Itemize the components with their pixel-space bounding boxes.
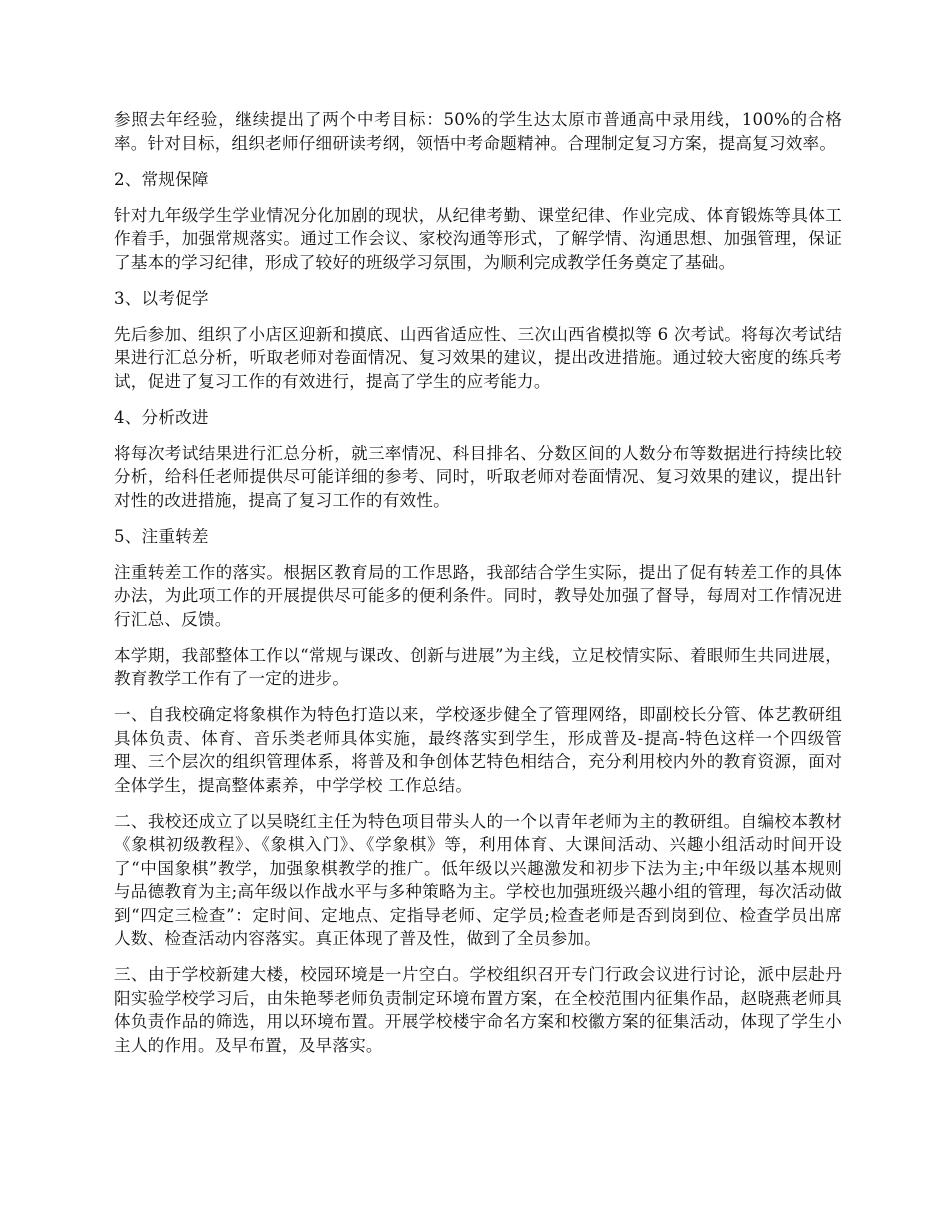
paragraph-improvement: 注重转差工作的落实。根据区教育局的工作思路，我部结合学生实际，提出了促有转差工作的具体办法，为此项工作的开展提供尽可能多的便利条件。同时，教导处加强了督导，每周对工作情况进行汇总、反馈。 [114,562,842,629]
paragraph-exams: 先后参加、组织了小店区迎新和摸底、山西省适应性、三次山西省模拟等 6 次考试。将每次考试结果进行汇总分析，听取老师对卷面情况、复习效果的建议，提出改进措施。通过较大密度的练兵考试，促进了复习工作的有效进行，提高了学生的应考能力。 [114,324,842,391]
paragraph-chess-management: 一、自我校确定将象棋作为特色打造以来，学校逐步健全了管理网络，即副校长分管、体艺教研组具体负责、体育、音乐类老师具体实施，最终落实到学生，形成普及-提高-特色这样一个四级管理、三个层次的组织管理体系，将普及和争创体艺特色相结合，充分利用校内外的教育资源，面对全体学生，提高整体素养，中学学校 工作总结。 [114,705,842,795]
paragraph-analysis: 将每次考试结果进行汇总分析，就三率情况、科目排名、分数区间的人数分布等数据进行持续比较分析，给科任老师提供尽可能详细的参考、同时，听取老师对卷面情况、复习效果的建议，提出针对性的改进措施，提高了复习工作的有效性。 [114,443,842,510]
document-body [114,108,842,1070]
paragraph-exam-goals: 参照去年经验，继续提出了两个中考目标：50%的学生达太原市普通高中录用线，100%的合格率。针对目标，组织老师仔细研读考纲，领悟中考命题精神。合理制定复习方案，提高复习效率。 [114,110,842,153]
section-heading-improvement: 5、注重转差 [114,526,209,546]
section-heading-exams: 3、以考促学 [114,288,209,308]
paragraph-chess-teaching: 二、我校还成立了以吴晓红主任为特色项目带头人的一个以青年老师为主的教研组。自编校本教材《象棋初级教程》、《象棋入门》、《学象棋》等，利用体育、大课间活动、兴趣小组活动时间开设了“中国象棋”教学，加强象棋教学的推广。低年级以兴趣激发和初步下法为主;中年级以基本规则与品德教育为主;高年级以作战水平与多种策略为主。学校也加强班级兴趣小组的管理，每次活动做到“四定三检查”：定时间、定地点、定指导老师、定学员;检查老师是否到岗到位、检查学员出席人数、检查活动内容落实。真正体现了普及性，做到了全员参加。 [114,811,842,948]
paragraph-semester-summary: 本学期，我部整体工作以“常规与课改、创新与进展”为主线，立足校情实际、着眼师生共同进展，教育教学工作有了一定的进步。 [114,645,842,688]
paragraph-routine: 针对九年级学生学业情况分化加剧的现状，从纪律考勤、课堂纪律、作业完成、体育锻炼等具体工作着手，加强常规落实。通过工作会议、家校沟通等形式，了解学情、沟通思想、加强管理，保证了基本的学习纪律，形成了较好的班级学习氛围，为顺利完成教学任务奠定了基础。 [114,205,842,272]
section-heading-routine: 2、常规保障 [114,169,209,189]
section-heading-analysis: 4、分析改进 [114,407,209,427]
paragraph-campus-environment: 三、由于学校新建大楼，校园环境是一片空白。学校组织召开专门行政会议进行讨论，派中层赴丹阳实验学校学习后，由朱艳琴老师负责制定环境布置方案，在全校范围内征集作品，赵晓燕老师具体负责作品的筛选，用以环境布置。开展学校楼宇命名方案和校徽方案的征集活动，体现了学生小主人的作用。及早布置，及早落实。 [114,965,842,1055]
